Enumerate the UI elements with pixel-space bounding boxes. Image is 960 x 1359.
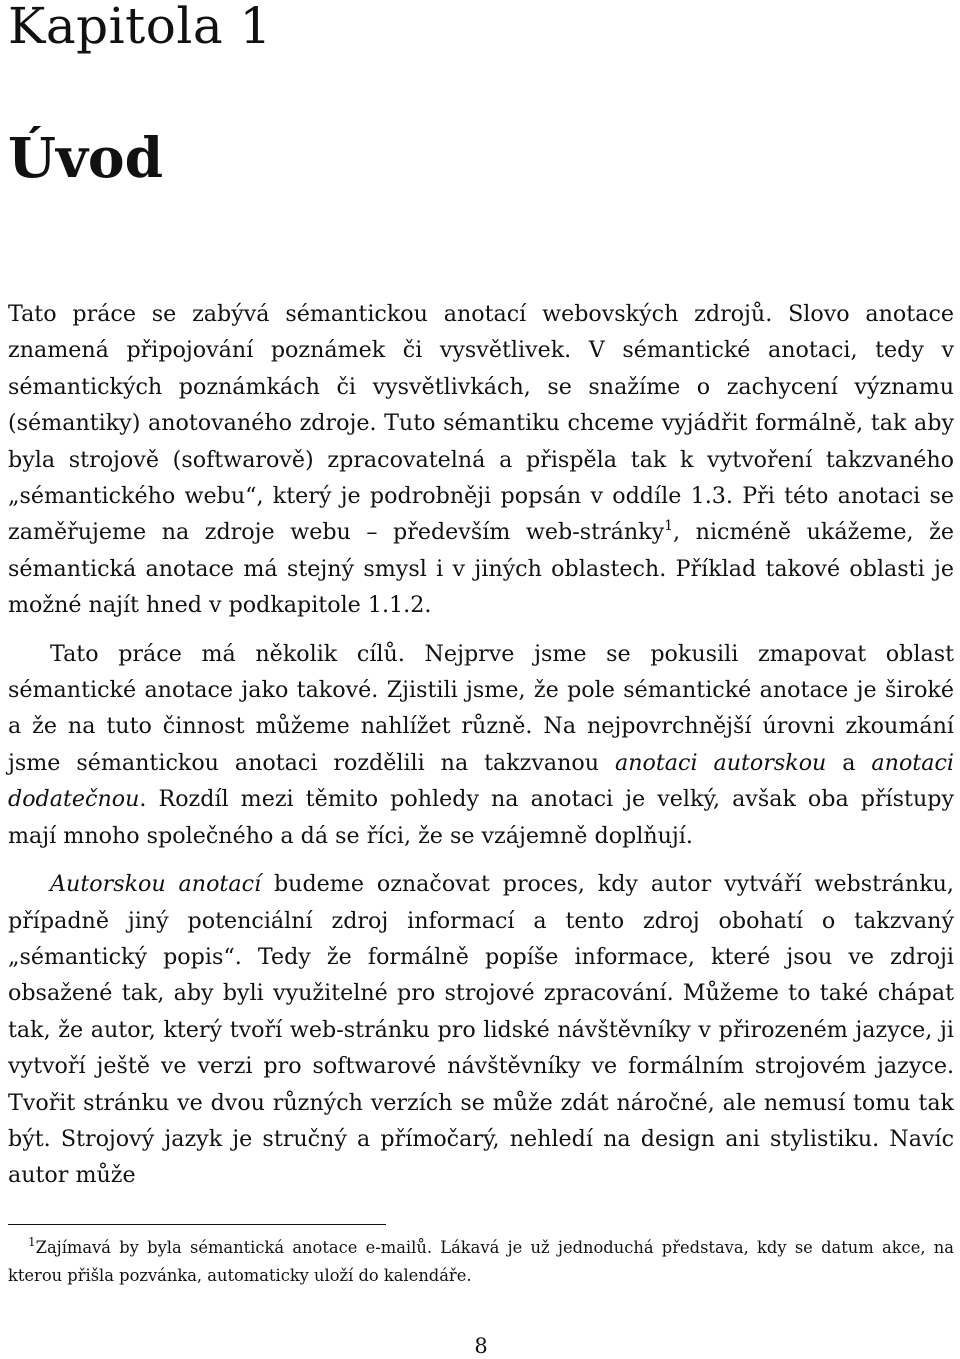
paragraph-3 (8, 866, 954, 1194)
paragraph-1 (8, 296, 954, 624)
paragraph-1-text-b: , nicméně ukážeme, že sémantická anotace má stejný smysl i v jiných oblastech. Příklad takové oblasti je možné najít hned v podkapitole 1.1.2. (8, 519, 954, 619)
footnote-divider (8, 1224, 386, 1225)
emphasis-autorskou-anotaci: Autorskou anotací (50, 871, 262, 898)
body-text (8, 296, 954, 1194)
paragraph-1-text-a: Tato práce se zabývá sémantickou anotací webovských zdrojů. Slovo anotace znamená připojování poznámek či vysvětlivek. V sémantické anotaci, tedy v sémantických poznámkách či vysvětlivkách, se snažíme o zachycení významu (sémantiky) anotovaného zdroje. Tuto sémantiku chceme vyjádřit formálně, tak aby byla strojově (softwarově) zpracovatelná a přispěla tak k vytvoření takzvaného „sémantického webu“, který je podrobněji popsán v oddíle 1.3. Při této anotaci se zaměřujeme na zdroje webu – především web-stránky (8, 301, 954, 546)
chapter-title: Úvod (8, 125, 164, 190)
document-page (8, 0, 960, 1359)
emphasis-anotaci-dodatecnou: anotaci dodatečnou (8, 749, 954, 813)
page-number: 8 (474, 1334, 488, 1358)
paragraph-2-text-c: . Rozdíl mezi těmito pohledy na anotaci je velký, avšak oba přístupy mají mnoho společného a dá se říci, že se vzájemně doplňují. (8, 786, 954, 849)
paragraph-2-text-a: Tato práce má několik cílů. Nejprve jsme se pokusili zmapovat oblast sémantické anotace jako takové. Zjistili jsme, že pole sémantické anotace je široké a že na tuto činnost můžeme nahlížet různě. Na nejpovrchnější úrovni zkoumání jsme sémantickou anotaci rozdělili na takzvanou (8, 640, 954, 776)
footnote-mark: 1 (28, 1235, 36, 1249)
footnote-text: Zajímavá by byla sémantická anotace e-mailů. Lákavá je už jednoduchá představa, kdy se datum akce, na kterou přišla pozvánka, automaticky uloží do kalendáře. (8, 1238, 954, 1285)
paragraph-2 (8, 636, 954, 854)
emphasis-anotaci-autorskou: anotaci autorskou (615, 749, 827, 776)
chapter-label: Kapitola 1 (8, 0, 272, 55)
footnote-reference: 1 (664, 518, 674, 535)
paragraph-2-text-b: a (826, 749, 872, 776)
footnote (8, 1234, 954, 1290)
paragraph-3-text: budeme označovat proces, kdy autor vytváří webstránku, případně jiný potenciální zdroj informací a tento zdroj obohatí o takzvaný „sémantický popis“. Tedy že formálně popíše informace, které jsou ve zdroji obsažené tak, aby byli využitelné pro strojové zpracování. Můžeme to také chápat tak, že autor, který tvoří web-stránku pro lidské návštěvníky v přirozeném jazyce, ji vytvoří ještě ve verzi pro softwarové návštěvníky ve formálním strojovém jazyce. Tvořit stránku ve dvou různých verzích se může zdát náročné, ale nemusí tomu tak být. Strojový jazyk je stručný a přímočarý, nehledí na design ani stylistiku. Navíc autor může (8, 871, 954, 1189)
